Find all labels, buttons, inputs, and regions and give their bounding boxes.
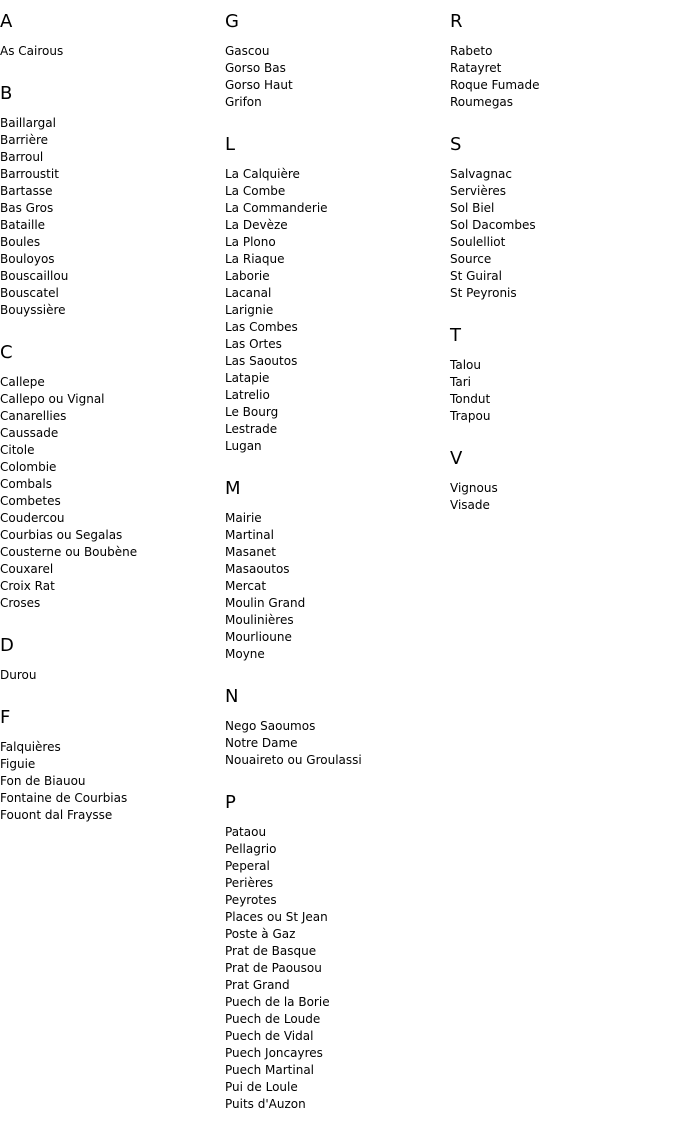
letter-heading: B xyxy=(0,83,13,104)
place-link[interactable]: Rabeto xyxy=(450,44,493,58)
place-link[interactable]: Moulin Grand xyxy=(225,596,306,610)
place-link[interactable]: As Cairous xyxy=(0,44,64,58)
place-link[interactable]: Nouaireto ou Groulassi xyxy=(225,753,362,767)
place-link[interactable]: Combals xyxy=(0,477,52,491)
place-link[interactable]: Talou xyxy=(450,358,481,372)
place-link[interactable]: Mourlioune xyxy=(225,630,292,644)
place-list xyxy=(0,667,225,684)
place-link[interactable]: Larignie xyxy=(225,303,274,317)
place-link[interactable]: Lestrade xyxy=(225,422,278,436)
letter-section xyxy=(0,84,225,319)
place-link[interactable]: Peyrotes xyxy=(225,893,277,907)
place-link[interactable]: Lugan xyxy=(225,439,262,453)
place-link[interactable]: La Plono xyxy=(225,235,276,249)
place-link[interactable]: Caussade xyxy=(0,426,59,440)
place-link[interactable]: Roque Fumade xyxy=(450,78,540,92)
place-list xyxy=(225,43,450,111)
place-link[interactable]: Puech Joncayres xyxy=(225,1046,323,1060)
place-list xyxy=(225,166,450,455)
place-list xyxy=(450,43,675,111)
place-link[interactable]: Places ou St Jean xyxy=(225,910,328,924)
place-link[interactable]: Gascou xyxy=(225,44,270,58)
place-link[interactable]: Coudercou xyxy=(0,511,65,525)
place-link[interactable]: Las Ortes xyxy=(225,337,282,351)
letter-heading: N xyxy=(225,686,239,707)
place-link[interactable]: La Riaque xyxy=(225,252,285,266)
place-list xyxy=(450,357,675,425)
place-link[interactable]: Bouloyos xyxy=(0,252,55,266)
place-link[interactable]: Durou xyxy=(0,668,37,682)
place-link[interactable]: Barroul xyxy=(0,150,44,164)
letter-section xyxy=(450,135,675,302)
place-link[interactable]: Croses xyxy=(0,596,41,610)
place-link[interactable]: Fon de Biauou xyxy=(0,774,86,788)
place-link[interactable]: La Calquière xyxy=(225,167,300,181)
place-link[interactable]: Boules xyxy=(0,235,41,249)
place-link[interactable]: Courbias ou Segalas xyxy=(0,528,123,542)
place-link[interactable]: Gorso Bas xyxy=(225,61,286,75)
place-link[interactable]: Trapou xyxy=(450,409,491,423)
place-link[interactable]: Puech de Loude xyxy=(225,1012,321,1026)
place-link[interactable]: Puech Martinal xyxy=(225,1063,315,1077)
place-list xyxy=(450,166,675,302)
place-link[interactable]: Couxarel xyxy=(0,562,54,576)
place-link[interactable]: Bataille xyxy=(0,218,46,232)
place-link[interactable]: Prat de Basque xyxy=(225,944,317,958)
place-link[interactable]: Citole xyxy=(0,443,35,457)
place-link[interactable]: Bas Gros xyxy=(0,201,54,215)
place-link[interactable]: Visade xyxy=(450,498,490,512)
place-link[interactable]: Lacanal xyxy=(225,286,272,300)
place-link[interactable]: Bouscaillou xyxy=(0,269,69,283)
place-link[interactable]: Baillargal xyxy=(0,116,56,130)
letter-section xyxy=(225,687,450,769)
place-link[interactable]: Puech de la Borie xyxy=(225,995,330,1009)
place-list xyxy=(0,739,225,824)
place-link[interactable]: Croix Rat xyxy=(0,579,55,593)
place-list xyxy=(0,374,225,612)
place-link[interactable]: Laborie xyxy=(225,269,270,283)
place-link[interactable]: Gorso Haut xyxy=(225,78,293,92)
letter-section xyxy=(0,343,225,612)
place-link[interactable]: Nego Saoumos xyxy=(225,719,316,733)
place-link[interactable]: Martinal xyxy=(225,528,274,542)
letter-section xyxy=(450,326,675,425)
letter-heading: C xyxy=(0,342,13,363)
letter-section xyxy=(450,12,675,111)
place-link[interactable]: St Guiral xyxy=(450,269,502,283)
letter-section xyxy=(225,793,450,1113)
place-link[interactable]: Sol Dacombes xyxy=(450,218,536,232)
place-link[interactable]: Sol Biel xyxy=(450,201,495,215)
place-link[interactable]: Latrelio xyxy=(225,388,270,402)
place-link[interactable]: Source xyxy=(450,252,492,266)
place-list xyxy=(450,480,675,514)
place-link[interactable]: Le Bourg xyxy=(225,405,279,419)
place-link[interactable]: Latapie xyxy=(225,371,270,385)
place-link[interactable]: Fontaine de Courbias xyxy=(0,791,128,805)
place-link[interactable]: Prat Grand xyxy=(225,978,290,992)
place-link[interactable]: Prat de Paousou xyxy=(225,961,322,975)
place-link[interactable]: Mercat xyxy=(225,579,267,593)
letter-heading: A xyxy=(0,11,13,32)
place-link[interactable]: Masaoutos xyxy=(225,562,290,576)
place-link[interactable]: La Commanderie xyxy=(225,201,328,215)
place-link[interactable]: Vignous xyxy=(450,481,498,495)
letter-section xyxy=(225,135,450,455)
place-list xyxy=(225,510,450,663)
place-link[interactable]: Soulelliot xyxy=(450,235,506,249)
place-list xyxy=(0,43,225,60)
place-link[interactable]: St Peyronis xyxy=(450,286,517,300)
letter-section xyxy=(0,12,225,60)
place-link[interactable]: Barrière xyxy=(0,133,49,147)
index-column-2 xyxy=(225,0,450,1130)
place-list xyxy=(225,824,450,1113)
place-link[interactable]: La Combe xyxy=(225,184,286,198)
place-list xyxy=(225,718,450,769)
letter-section xyxy=(0,708,225,824)
letter-heading: F xyxy=(0,707,11,728)
place-link[interactable]: Mairie xyxy=(225,511,262,525)
place-link[interactable]: Moyne xyxy=(225,647,265,661)
place-link[interactable]: Ratayret xyxy=(450,61,502,75)
place-link[interactable]: Perières xyxy=(225,876,274,890)
letter-heading: S xyxy=(450,134,462,155)
place-link[interactable]: Callepe xyxy=(0,375,45,389)
place-link[interactable]: Las Saoutos xyxy=(225,354,298,368)
letter-heading: P xyxy=(225,792,236,813)
place-link[interactable]: Notre Dame xyxy=(225,736,298,750)
place-link[interactable]: Colombie xyxy=(0,460,57,474)
place-link[interactable]: Barroustit xyxy=(0,167,59,181)
place-link[interactable]: Poste à Gaz xyxy=(225,927,296,941)
letter-section xyxy=(225,12,450,111)
place-link[interactable]: Bartasse xyxy=(0,184,53,198)
place-link[interactable]: Grifon xyxy=(225,95,262,109)
letter-heading: R xyxy=(450,11,463,32)
letter-section xyxy=(0,636,225,684)
place-link[interactable]: Pellagrio xyxy=(225,842,277,856)
place-link[interactable]: Pataou xyxy=(225,825,267,839)
place-link[interactable]: Salvagnac xyxy=(450,167,512,181)
place-link[interactable]: Bouyssière xyxy=(0,303,66,317)
place-link[interactable]: Callepo ou Vignal xyxy=(0,392,105,406)
place-link[interactable]: Servières xyxy=(450,184,507,198)
place-link[interactable]: Pui de Loule xyxy=(225,1080,298,1094)
place-link[interactable]: Puech de Vidal xyxy=(225,1029,314,1043)
place-link[interactable]: Peperal xyxy=(225,859,270,873)
place-link[interactable]: Bouscatel xyxy=(0,286,59,300)
place-link[interactable]: Masanet xyxy=(225,545,277,559)
place-link[interactable]: Puits d'Auzon xyxy=(225,1097,306,1111)
letter-section xyxy=(450,449,675,514)
place-link[interactable]: Tondut xyxy=(450,392,491,406)
letter-section xyxy=(225,479,450,663)
letter-heading: G xyxy=(225,11,239,32)
place-link[interactable]: Figuie xyxy=(0,757,36,771)
letter-heading: D xyxy=(0,635,14,656)
index-column-1 xyxy=(0,0,225,848)
letter-heading: T xyxy=(450,325,461,346)
place-link[interactable]: Combetes xyxy=(0,494,61,508)
place-link[interactable]: La Devèze xyxy=(225,218,288,232)
letter-heading: L xyxy=(225,134,236,155)
place-link[interactable]: Las Combes xyxy=(225,320,298,334)
place-link[interactable]: Cousterne ou Boubène xyxy=(0,545,138,559)
place-link[interactable]: Tari xyxy=(450,375,471,389)
index-column-3 xyxy=(450,0,675,538)
place-list xyxy=(0,115,225,319)
place-link[interactable]: Roumegas xyxy=(450,95,514,109)
place-link[interactable]: Falquières xyxy=(0,740,61,754)
letter-heading: M xyxy=(225,478,241,499)
letter-heading: V xyxy=(450,448,463,469)
place-link[interactable]: Moulinières xyxy=(225,613,294,627)
place-link[interactable]: Canarellies xyxy=(0,409,67,423)
place-link[interactable]: Fouont dal Fraysse xyxy=(0,808,113,822)
